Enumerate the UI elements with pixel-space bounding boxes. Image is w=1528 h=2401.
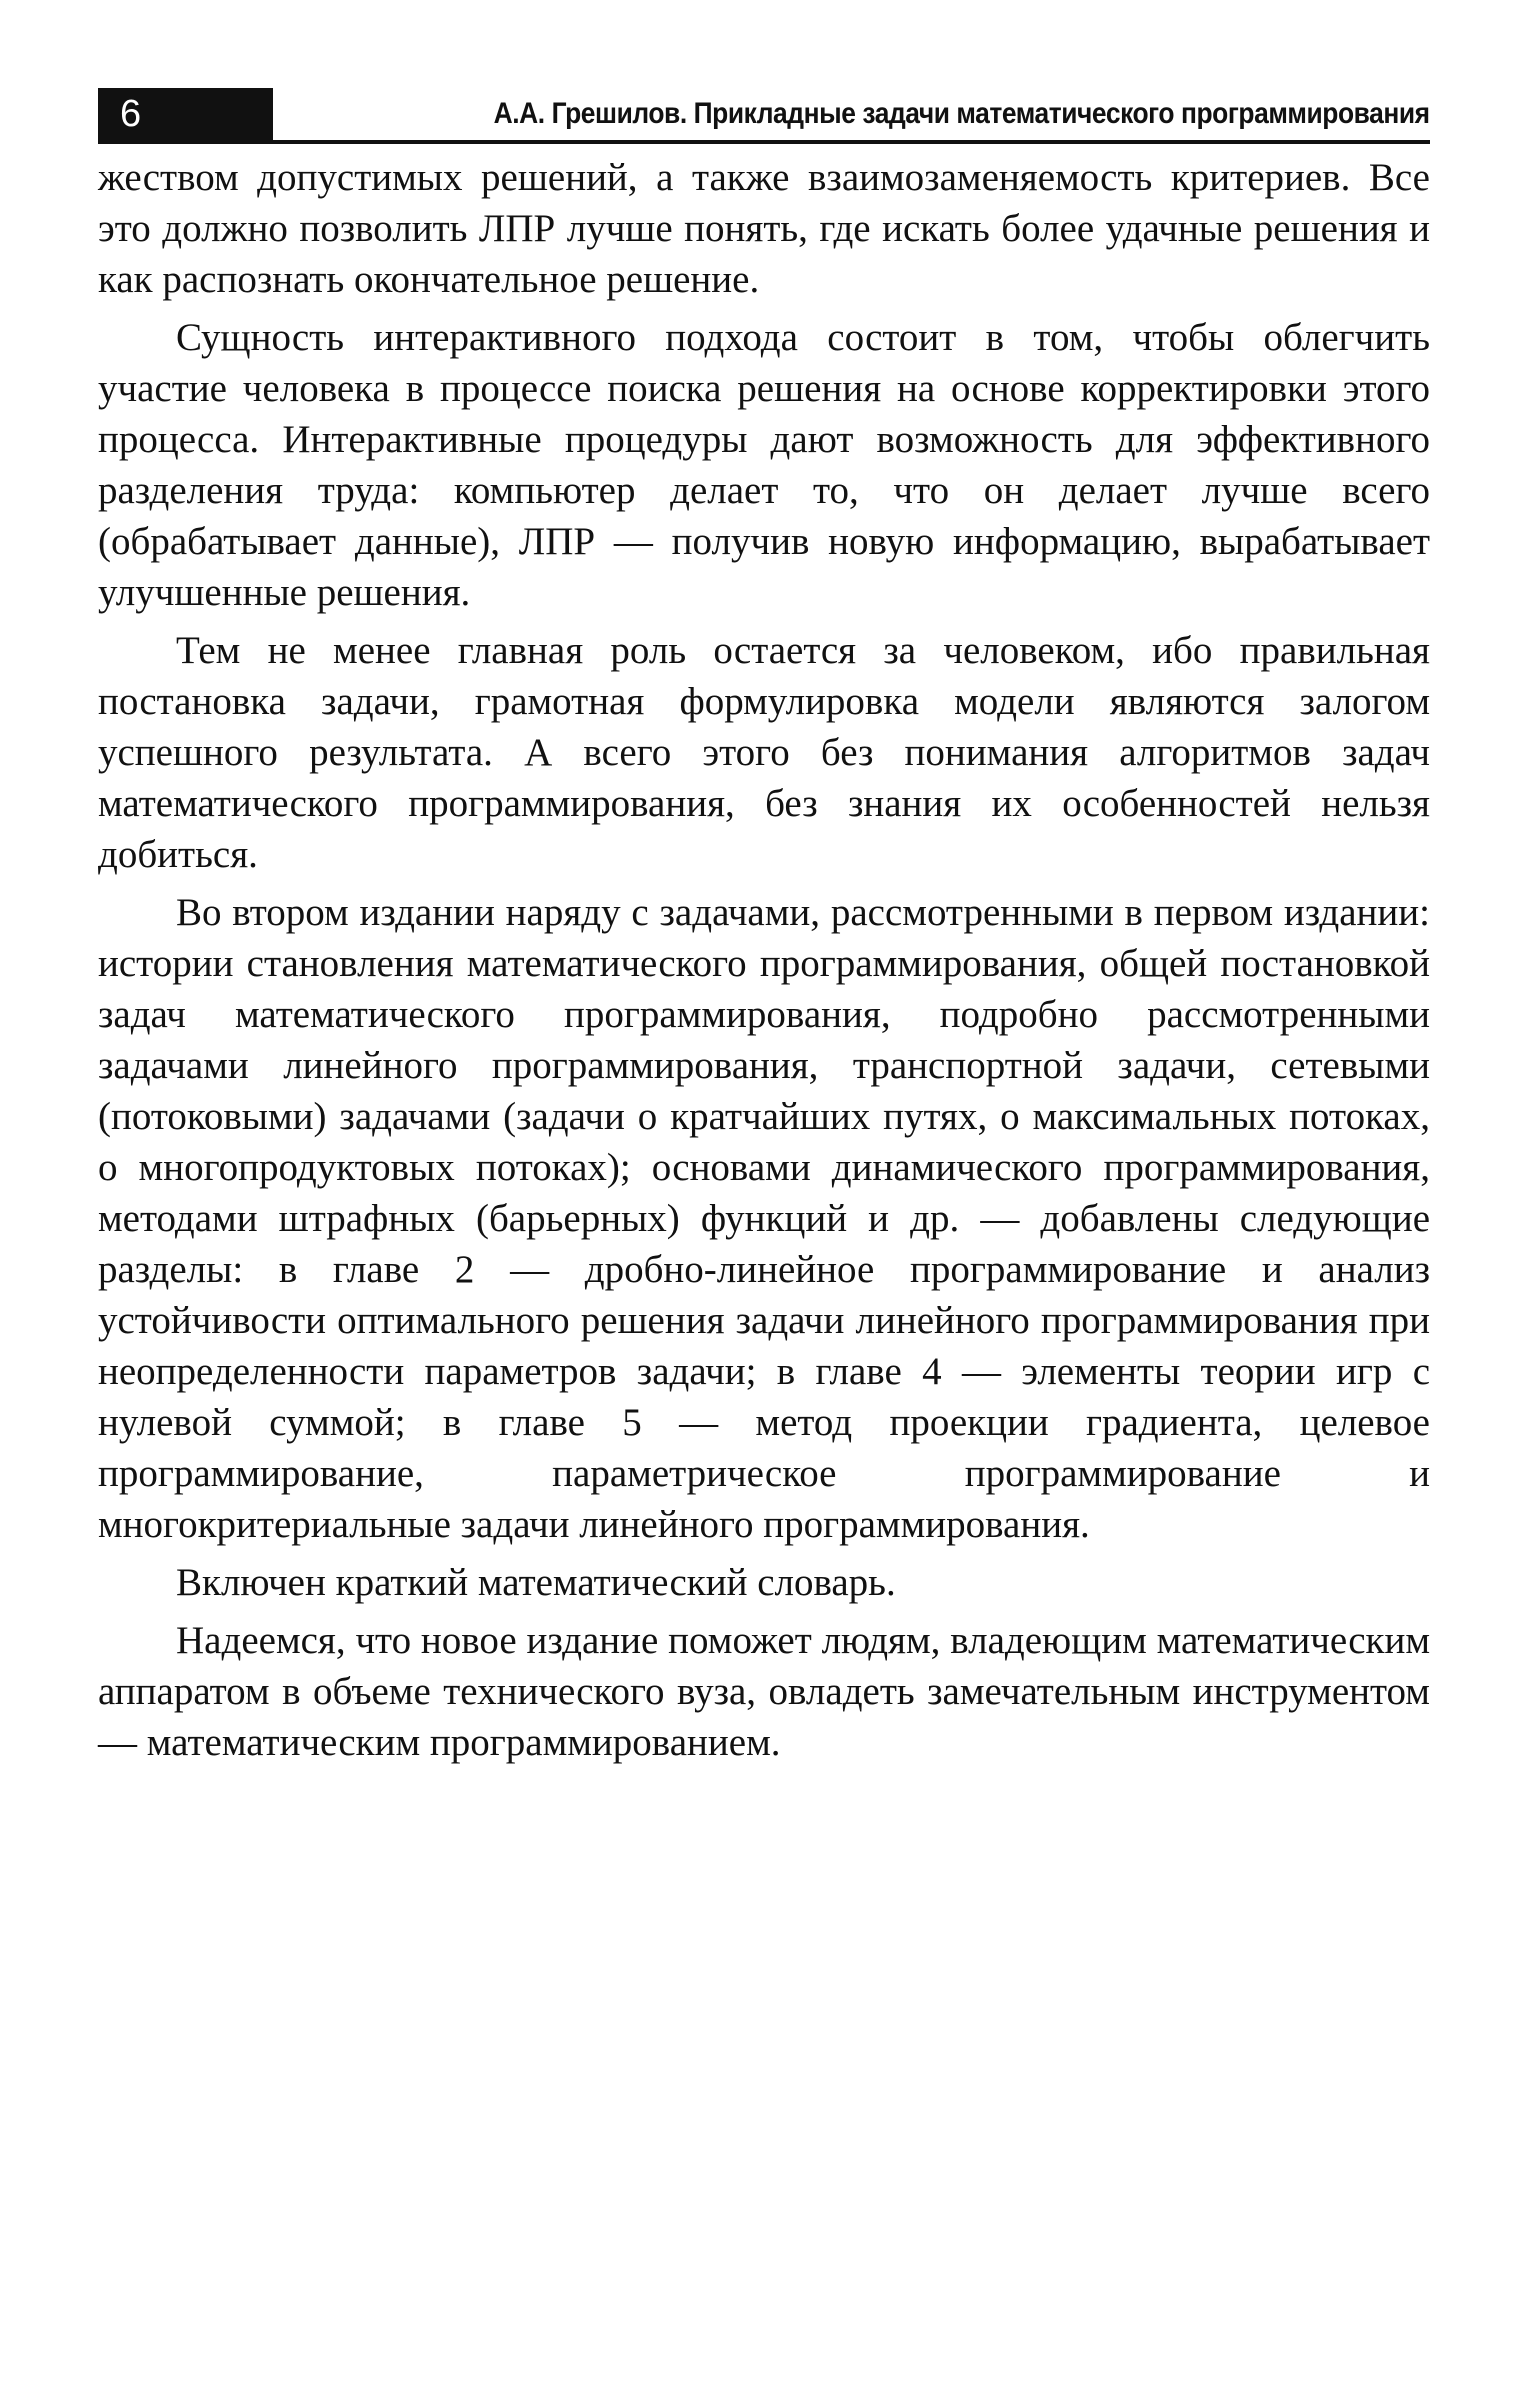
paragraph-dictionary: Включен краткий математический словарь. [176,1561,896,1604]
paragraph-interactive-approach: Сущность интерактивного подхода состоит в том, чтобы облегчить участие человека в процессе поиска решения на основе корректировки этого процесса. Интерактивные процедуры дают возможность для эффективного разделения труда: компьютер делает то, что он делает лучше всего (обрабатывает данные), ЛПР — получив новую информацию, вырабатывает улучшенные решения. [98,316,1430,614]
paragraph-second-edition: Во втором издании наряду с задачами, рассмотренными в первом издании: истории становления математического программирования, общей постановкой задач математического программирования, подробно рассмотренными задачами линейного программирования, транспортной задачи, сетевыми (потоковыми) задачами (задачи о кратчайших путях, о максимальных потоках, о многопродуктовых потоках); основами динамического программирования, методами штрафных (барьерных) функций и др. — добавлены следующие разделы: в главе 2 — дробно-линейное программирование и анализ устойчивости оптимального решения задачи линейного программирования при неопределенности параметров задачи; в главе 4 — элементы теории игр с нулевой суммой; в главе 5 — метод проекции градиента, целевое программирование, параметрическое программирование и многокритериальные задачи линейного программирования. [98,891,1430,1546]
paragraph-continued: жеством допустимых решений, а также взаимозаменяемость критериев. Все это должно позволить ЛПР лучше понять, где искать более удачные решения и как распознать окончательное решение. [98,156,1430,301]
running-title: А.А. Грешилов. Прикладные задачи математического программирования [494,97,1430,130]
body-text [98,152,1430,1775]
page-header [98,88,1430,144]
paragraph-closing: Надеемся, что новое издание поможет людям, владеющим математическим аппаратом в объеме технического вуза, овладеть замечательным инструментом — математическим программированием. [98,1619,1430,1764]
paragraph-human-role: Тем не менее главная роль остается за человеком, ибо правильная постановка задачи, грамотная формулировка модели являются залогом успешного результата. А всего этого без понимания алгоритмов задач математического программирования, без знания их особенностей нельзя добиться. [98,629,1430,876]
page-number: 6 [98,88,273,140]
